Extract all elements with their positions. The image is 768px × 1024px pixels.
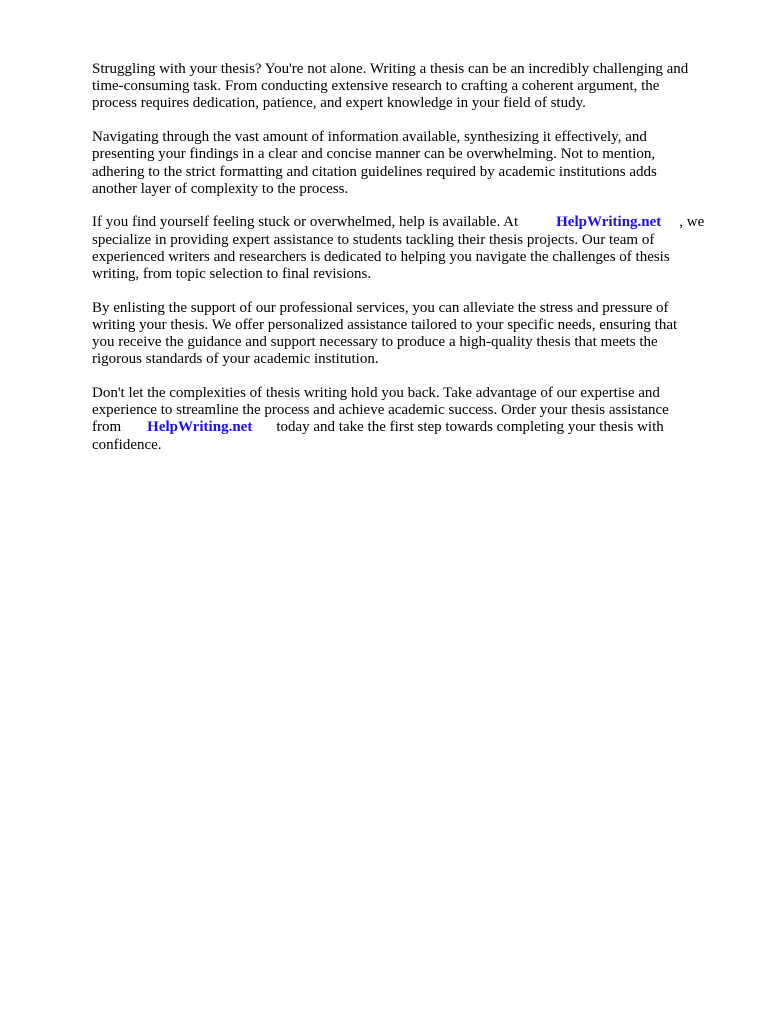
text-line: Don't let the complexities of thesis writing hold you back. Take advantage of our expertise and: [92, 385, 660, 402]
paragraph-challenges: [92, 129, 717, 198]
text-line: experience to streamline the process and achieve academic success. Order your thesis assistance: [92, 402, 669, 419]
text-line-with-link: [92, 419, 717, 436]
paragraph-intro: [92, 61, 717, 113]
paragraph-services: [92, 300, 717, 369]
paragraph-call-to-action: [92, 385, 717, 454]
text-line: writing, from topic selection to final revisions.: [92, 266, 372, 283]
paragraph-help: [92, 214, 717, 283]
text-line: adhering to the strict formatting and citation guidelines required by academic institutions adds: [92, 163, 657, 180]
text-segment: today and take the first step towards completing your thesis with: [276, 419, 664, 436]
text-line: another layer of complexity to the process.: [92, 180, 349, 197]
text-line: you receive the guidance and support necessary to produce a high-quality thesis that meets the: [92, 334, 658, 351]
text-line: specialize in providing expert assistance to students tackling their thesis projects. Our team of: [92, 231, 655, 248]
text-line: time-consuming task. From conducting extensive research to crafting a coherent argument, the: [92, 78, 660, 95]
helpwriting-link[interactable]: HelpWriting.net: [556, 214, 662, 231]
text-line: writing your thesis. We offer personalized assistance tailored to your specific needs, ensuring that: [92, 316, 678, 333]
text-line: rigorous standards of your academic institution.: [92, 351, 379, 368]
text-line: experienced writers and researchers is dedicated to helping you navigate the challenges of thesis: [92, 248, 670, 265]
text-line: confidence.: [92, 436, 162, 453]
text-line: presenting your findings in a clear and concise manner can be overwhelming. Not to mention,: [92, 146, 656, 163]
text-segment: If you find yourself feeling stuck or overwhelmed, help is available. At: [92, 214, 519, 231]
text-line-with-link: [92, 214, 717, 231]
text-line: Struggling with your thesis? You're not alone. Writing a thesis can be an incredibly challenging and: [92, 61, 689, 77]
text-line: By enlisting the support of our professional services, you can alleviate the stress and pressure of: [92, 299, 669, 316]
text-line: process requires dedication, patience, and expert knowledge in your field of study.: [92, 95, 586, 112]
text-segment: from: [92, 419, 122, 436]
text-segment: , we: [679, 214, 705, 231]
document-page: [92, 61, 717, 470]
text-line: Navigating through the vast amount of information available, synthesizing it effectively, and: [92, 129, 647, 146]
helpwriting-link[interactable]: HelpWriting.net: [147, 419, 253, 436]
